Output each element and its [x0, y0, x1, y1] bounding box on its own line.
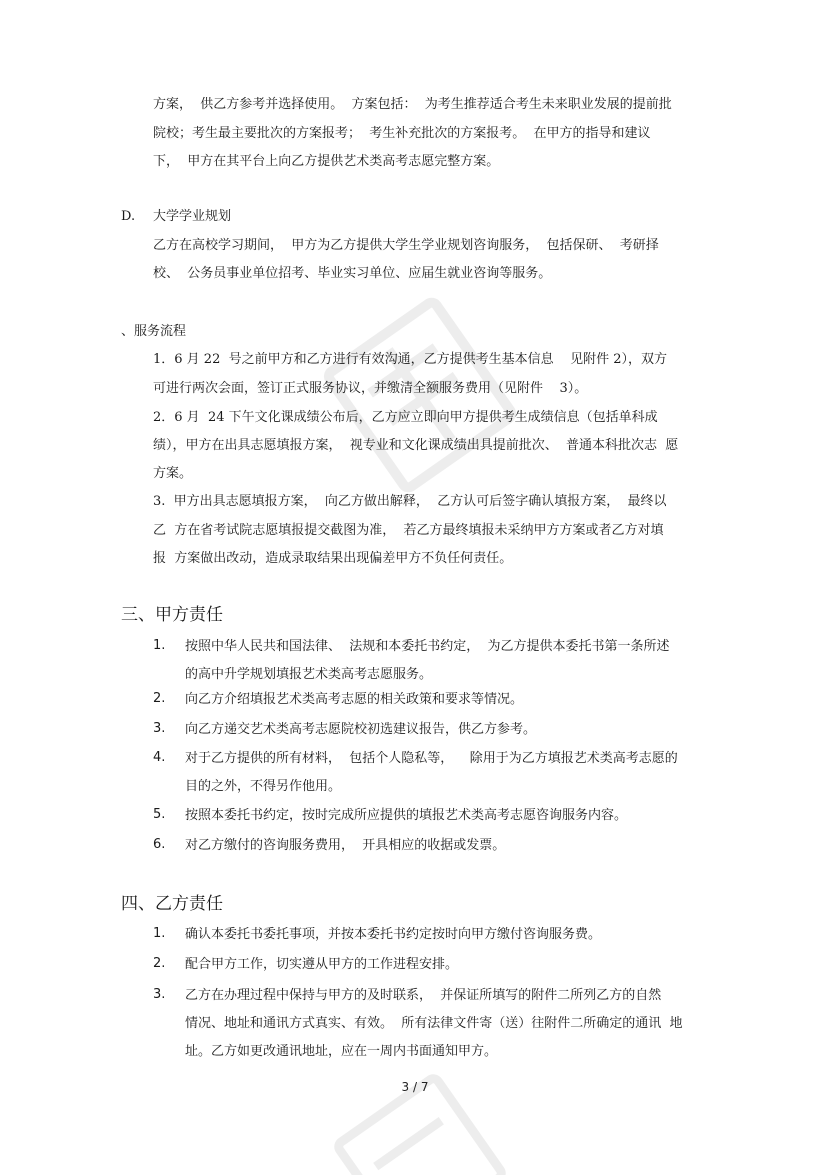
plan-line: 下， 甲方在其平台上向乙方提供艺术类高考志愿完整方案。 [153, 154, 500, 169]
list-item-number: 2. [153, 691, 166, 706]
flow-line: 2．6 月 24 下午文化课成绩公布后，乙方应立即向甲方提供考生成绩信息（包括单科成 [153, 410, 658, 425]
page-number: 3 / 7 [401, 1080, 429, 1094]
flow-line: 3. 甲方出具志愿填报方案， 向乙方做出解释， 乙方认可后签字确认填报方案， 最终以 [153, 494, 667, 509]
flow-line: 方案。 [153, 466, 193, 481]
flow-line: 报 方案做出改动，造成录取结果出现偏差甲方不负任何责任。 [153, 551, 513, 566]
list-item-number: 6. [153, 837, 166, 852]
list-item-text: 确认本委托书委托事项，并按本委托书约定按时向甲方缴付咨询服务费。 [185, 927, 602, 942]
section-d-line: 乙方在高校学习期间， 甲方为乙方提供大学生学业规划咨询服务， 包括保研、 考研择 [153, 238, 659, 253]
flow-line: 绩），甲方在出具志愿填报方案， 视专业和文化课成绩出具提前批次、 普通本科批次志 愿 [153, 438, 679, 453]
flow-line: 1．6 月 22 号之前甲方和乙方进行有效沟通，乙方提供考生基本信息 见附件 2），双方 [153, 352, 668, 367]
list-item-number: 5. [153, 807, 166, 822]
list-item-number: 3. [153, 987, 166, 1002]
flow-title: 、服务流程 [121, 324, 187, 339]
list-item-number: 3. [153, 721, 166, 736]
plan-line: 院校；考生最主要批次的方案报考； 考生补充批次的方案报考。 在甲方的指导和建议 [153, 126, 651, 141]
section-d-title: 大学学业规划 [153, 209, 232, 224]
watermark-stamp-bottom [320, 1060, 520, 1175]
list-item-text: 对于乙方提供的所有材料， 包括个人隐私等， 除用于为乙方填报艺术类高考志愿的 [185, 751, 678, 766]
list-item-number: 4. [153, 750, 166, 765]
plan-line: 方案， 供乙方参考并选择使用。 方案包括： 为考生推荐适合考生未来职业发展的提前批 [153, 97, 672, 112]
list-item-number: 1. [153, 638, 166, 653]
list-item-text: 配合甲方工作，切实遵从甲方的工作进程安排。 [185, 957, 459, 972]
list-item-text: 乙方在办理过程中保持与甲方的及时联系， 并保证所填写的附件二所列乙方的自然 [185, 988, 662, 1003]
list-item-text: 向乙方介绍填报艺术类高考志愿的相关政策和要求等情况。 [185, 692, 524, 707]
list-item-text: 按照中华人民共和国法律、 法规和本委托书约定， 为乙方提供本委托书第一条所述 [185, 639, 670, 654]
list-item-number: 1. [153, 926, 166, 941]
flow-line: 可进行两次会面，签订正式服务协议，并缴清全额服务费用（见附件 3）。 [153, 381, 588, 396]
list-item-text: 目的之外，不得另作他用。 [185, 779, 342, 794]
list-item-text: 的高中升学规划填报艺术类高考志愿服务。 [185, 667, 433, 682]
list-item-number: 2. [153, 956, 166, 971]
list-item-text: 情况、地址和通讯方式真实、有效。 所有法律文件寄（送）往附件二所确定的通讯 地 [185, 1016, 683, 1031]
section-d-line: 校、 公务员事业单位招考、毕业实习单位、应届生就业咨询等服务。 [153, 266, 552, 281]
list-item-text: 向乙方递交艺术类高考志愿院校初选建议报告，供乙方参考。 [185, 722, 537, 737]
flow-line: 乙 方在省考试院志愿填报提交截图为准， 若乙方最终填报未采纳甲方方案或者乙方对填 [153, 523, 664, 538]
section-4-title: 四、乙方责任 [121, 894, 223, 914]
list-item-text: 址。乙方如更改通讯地址，应在一周内书面通知甲方。 [185, 1044, 498, 1059]
list-item-text: 对乙方缴付的咨询服务费用， 开具相应的收据或发票。 [185, 838, 506, 853]
section-3-title: 三、甲方责任 [121, 605, 223, 625]
list-item-text: 按照本委托书约定，按时完成所应提供的填报艺术类高考志愿咨询服务内容。 [185, 808, 628, 823]
section-d-marker: D. [121, 209, 136, 224]
